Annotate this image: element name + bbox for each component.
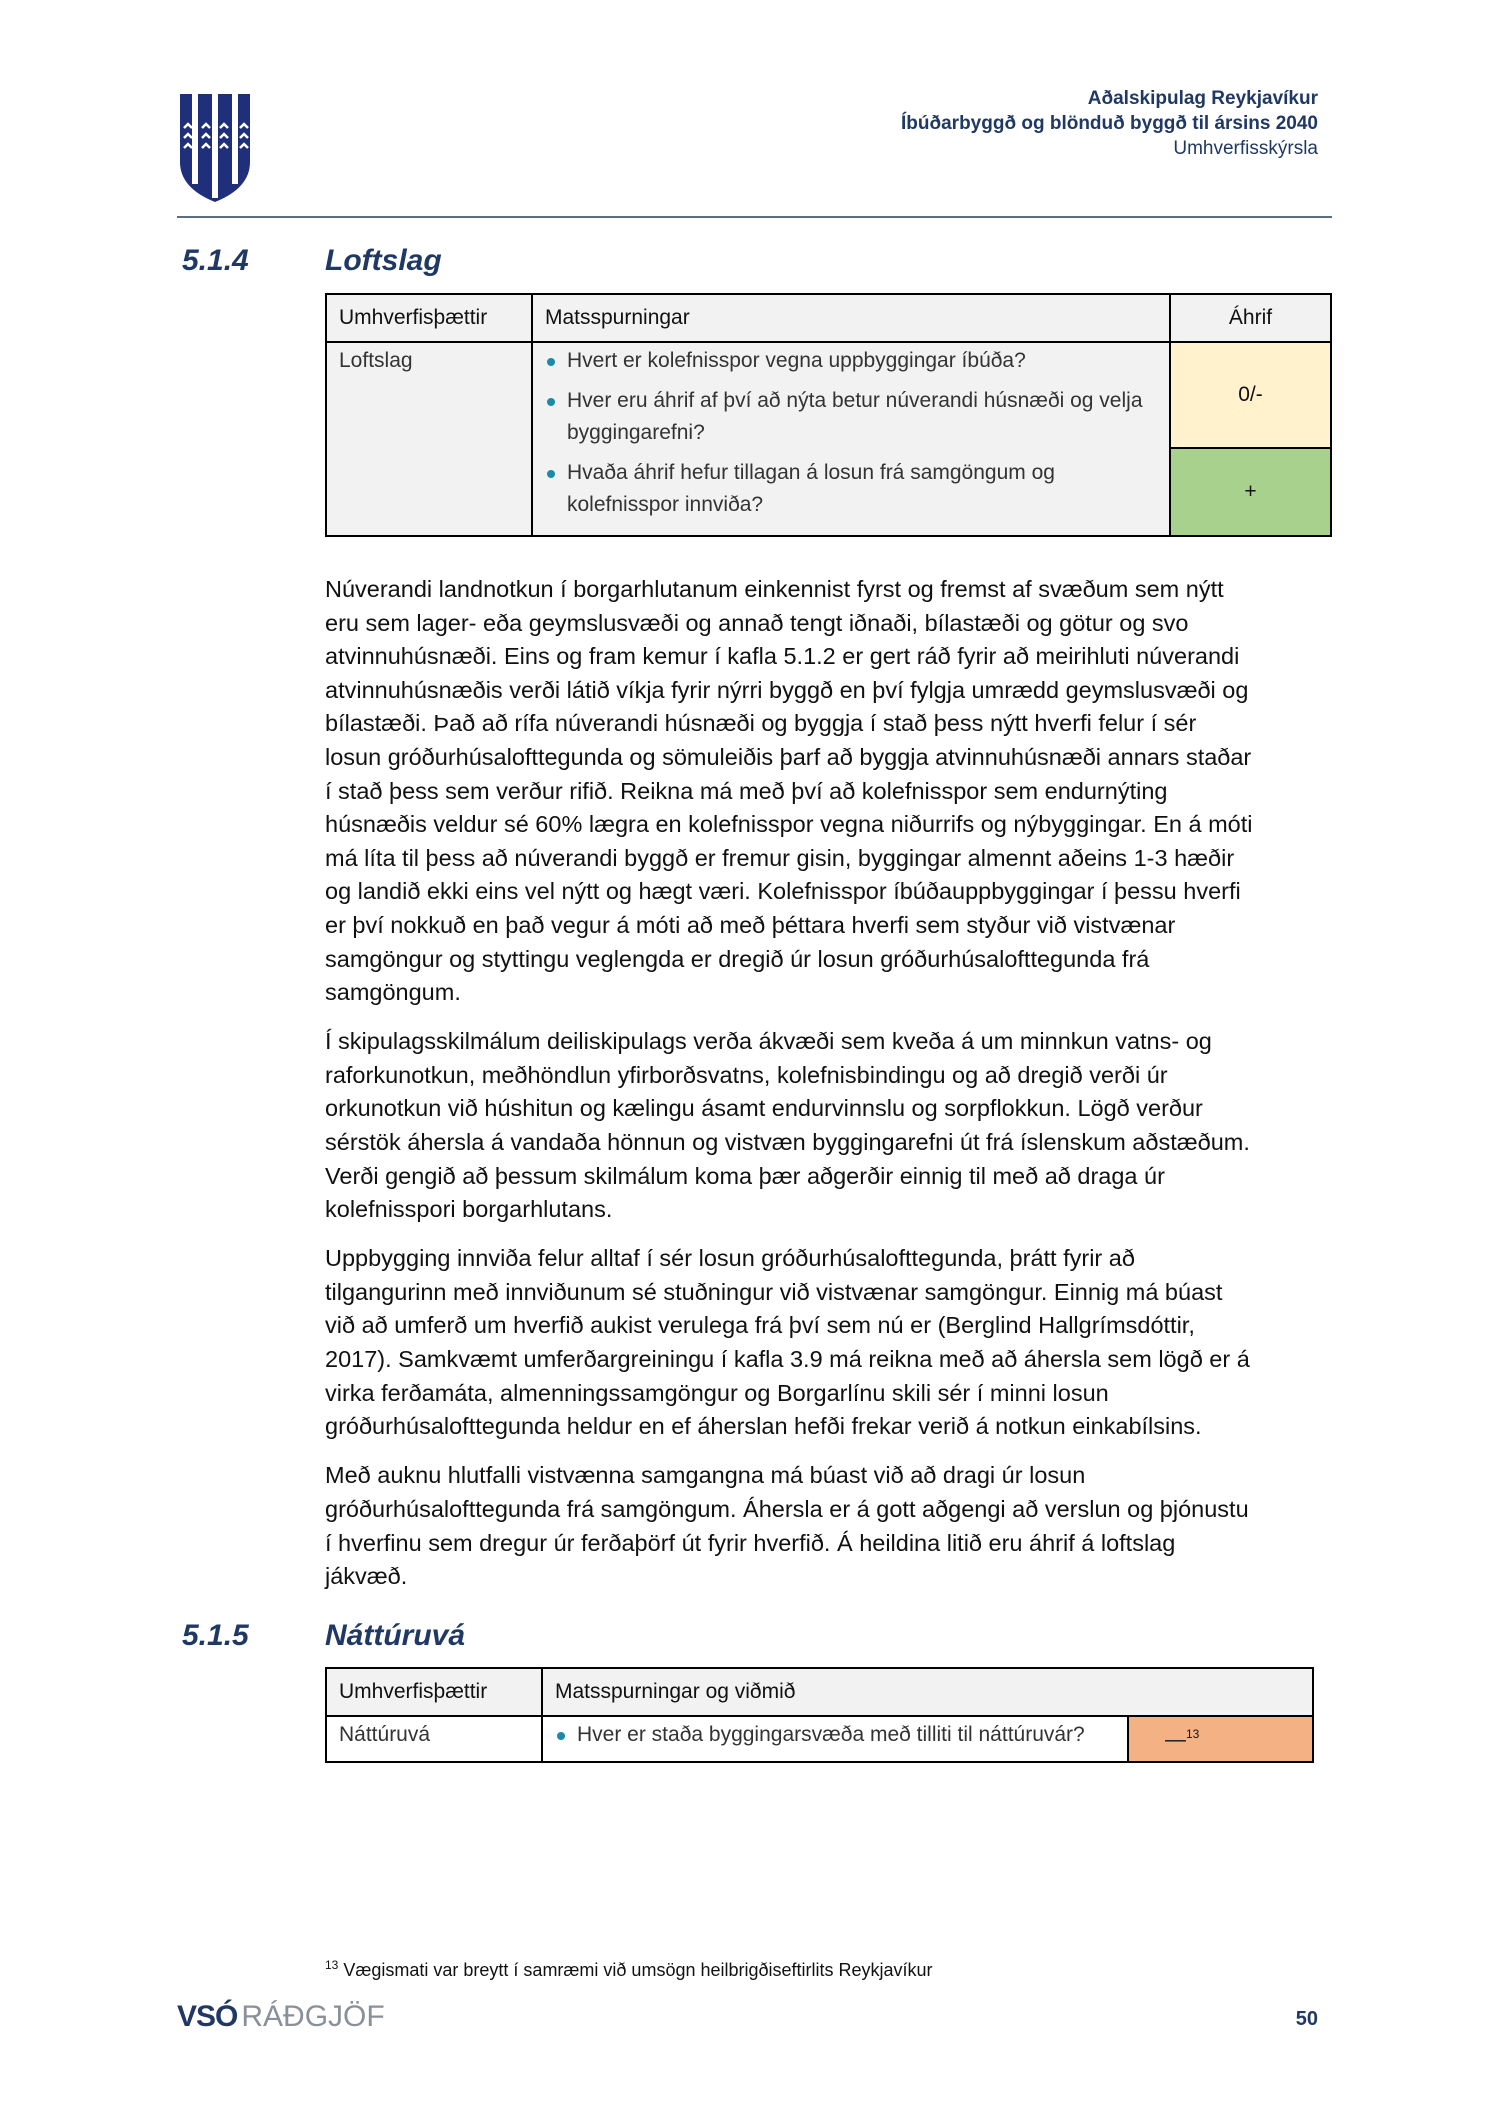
text-line: jákvæð. xyxy=(325,1563,408,1590)
text-line: er því nokkuð en það vegur á móti að með þéttara hverfi sem styður við vistvænar xyxy=(325,911,1176,938)
text-line: við að umferð um hverfið aukist verulega frá því sem nú er (Berglind Hallgrímsdóttir, xyxy=(325,1312,1195,1339)
header-divider xyxy=(177,216,1332,218)
natturuva-assessment-table xyxy=(325,1667,1314,1763)
logo-bold-text: VSÓ xyxy=(177,2000,238,2033)
text-line: samgöngum. xyxy=(325,979,461,1006)
text-line: Núverandi landnotkun í borgarhlutanum einkennist fyrst og fremst af svæðum sem nýtt xyxy=(325,576,1224,602)
text-line: tilgangurinn með innviðunum sé stuðningur við vistvænar samgöngur. Einnig má búast xyxy=(325,1278,1223,1305)
impact-cell-negative xyxy=(1128,1716,1313,1762)
table-header-row xyxy=(326,1668,1313,1716)
header-plan-title: Aðalskipulag Reykjavíkur xyxy=(1087,88,1318,109)
factor-cell: Náttúruvá xyxy=(326,1716,542,1762)
text-line: í hverfinu sem dregur úr ferðaþörf út fyrir hverfið. Á heildina litið eru áhrif á loftslag xyxy=(325,1529,1176,1556)
logo-light-text: RÁÐGJÖF xyxy=(241,2000,385,2033)
text-line: í stað þess sem verður rifið. Reikna má með því að kolefnisspor sem endurnýting xyxy=(325,777,1168,804)
impact-value: — xyxy=(1165,1727,1186,1751)
text-line: samgöngur og styttingu veglengda er dregið úr losun gróðurhúsalofttegunda frá xyxy=(325,945,1150,972)
body-paragraph xyxy=(325,1459,1345,1593)
text-line: Uppbygging innviða felur alltaf í sér losun gróðurhúsalofttegunda, þrátt fyrir að xyxy=(325,1245,1135,1272)
section-number: 5.1.5 xyxy=(182,1619,249,1652)
text-line: atvinnuhúsnæðis verði látið víkja fyrir nýrri byggð en því fylgja umrædd geymslusvæði og xyxy=(325,676,1249,703)
table-row xyxy=(326,1716,1313,1762)
vso-radgjof-logo xyxy=(177,2000,385,2034)
text-line: bílastæði. Það að rífa núverandi húsnæði og byggja í stað þess nýtt hverfi felur í sér xyxy=(325,710,1197,737)
column-header: Umhverfisþættir xyxy=(326,294,532,342)
footnote-text: Vægismati var breytt í samræmi við umsögn heilbrigðiseftirlits Reykjavíkur xyxy=(343,1960,933,1980)
questions-cell xyxy=(542,1716,1128,1762)
text-line: kolefnisspori borgarhlutans. xyxy=(325,1196,613,1223)
text-line: eru sem lager- eða geymslusvæði og annað tengt iðnaði, bílastæði og götur og svo xyxy=(325,609,1189,636)
document-header xyxy=(901,86,1318,161)
table-header-row xyxy=(326,294,1331,342)
page-number: 50 xyxy=(1295,2008,1318,2030)
text-line: húsnæðis veldur sé 60% lægra en kolefnisspor vegna niðurrifs og nýbyggingar. En á móti xyxy=(325,811,1253,838)
table-row xyxy=(326,342,1331,448)
header-report-type: Umhverfisskýrsla xyxy=(1173,138,1318,159)
body-paragraph xyxy=(325,573,1345,1010)
text-line: má líta til þess að núverandi byggð er fremur gisin, byggingar almennt aðeins 1-3 hæðir xyxy=(325,844,1235,871)
column-header: Matsspurningar xyxy=(532,294,1170,342)
question-item: Hver er staða byggingarsvæða með tilliti til náttúruvár? xyxy=(555,1719,1115,1751)
column-header: Áhrif xyxy=(1170,294,1331,342)
questions-cell xyxy=(532,342,1170,536)
body-paragraph xyxy=(325,1242,1345,1444)
section-title: Náttúruvá xyxy=(325,1619,466,1652)
section-number: 5.1.4 xyxy=(182,244,249,277)
text-line: Verði gengið að þessum skilmálum koma þær aðgerðir einnig til með að draga úr xyxy=(325,1162,1165,1189)
text-line: losun gróðurhúsalofttegunda og sömuleiðis þarf að byggja atvinnuhúsnæði annars staðar xyxy=(325,743,1252,770)
text-line: sérstök áhersla á vandaða hönnun og vistvæn byggingarefni út frá íslenskum aðstæðum. xyxy=(325,1129,1250,1155)
question-item: Hvaða áhrif hefur tillagan á losun frá samgöngum og kolefnisspor innviða? xyxy=(545,457,1157,521)
text-line: virka ferðamáta, almenningssamgöngur og Borgarlínu skili sér í minni losun xyxy=(325,1379,1109,1406)
body-paragraph xyxy=(325,1025,1345,1227)
column-header: Matsspurningar og viðmið xyxy=(542,1668,1313,1716)
text-line: orkunotkun við húshitun og kælingu ásamt endurvinnslu og sorpflokkun. Lögð verður xyxy=(325,1095,1203,1122)
factor-cell: Loftslag xyxy=(326,342,532,536)
loftslag-assessment-table xyxy=(325,293,1332,537)
text-line: Í skipulagsskilmálum deiliskipulags verða ákvæði sem kveða á um minnkun vatns- og xyxy=(325,1028,1212,1055)
column-header: Umhverfisþættir xyxy=(326,1668,542,1716)
question-item: Hvert er kolefnisspor vegna uppbyggingar íbúða? xyxy=(545,345,1157,377)
impact-cell-neutral-negative: 0/- xyxy=(1170,342,1331,448)
header-subtitle: Íbúðarbyggð og blönduð byggð til ársins 2040 xyxy=(901,113,1318,134)
text-line: gróðurhúsalofttegunda heldur en ef áherslan hefði frekar verið á notkun einkabílsins. xyxy=(325,1413,1202,1440)
reykjavik-coat-of-arms-logo xyxy=(178,92,252,204)
text-line: raforkunotkun, meðhöndlun yfirborðsvatns, kolefnisbindingu og að dregið verði úr xyxy=(325,1061,1168,1088)
text-line: og landið ekki eins vel nýtt og hægt væri. Kolefnisspor íbúðauppbyggingar í þessu hverfi xyxy=(325,878,1241,905)
text-line: atvinnuhúsnæði. Eins og fram kemur í kafla 5.1.2 er gert ráð fyrir að meirihluti núverandi xyxy=(325,643,1240,670)
footnote-number: 13 xyxy=(325,1958,339,1972)
footnote-ref[interactable]: 13 xyxy=(1186,1726,1200,1741)
text-line: Með auknu hlutfalli vistvænna samgangna má búast við að dragi úr losun xyxy=(325,1462,1086,1489)
text-line: gróðurhúsalofttegunda frá samgöngum. Áhersla er á gott aðgengi að verslun og þjónustu xyxy=(325,1495,1249,1522)
footnote xyxy=(325,1958,933,1981)
section-title: Loftslag xyxy=(325,244,442,277)
body-text xyxy=(325,573,1345,1609)
impact-cell-positive: + xyxy=(1170,448,1331,536)
question-item: Hver eru áhrif af því að nýta betur núverandi húsnæði og velja byggingarefni? xyxy=(545,385,1157,449)
text-line: 2017). Samkvæmt umferðargreiningu í kafla 3.9 má reikna með að áhersla sem lögð er á xyxy=(325,1346,1250,1373)
